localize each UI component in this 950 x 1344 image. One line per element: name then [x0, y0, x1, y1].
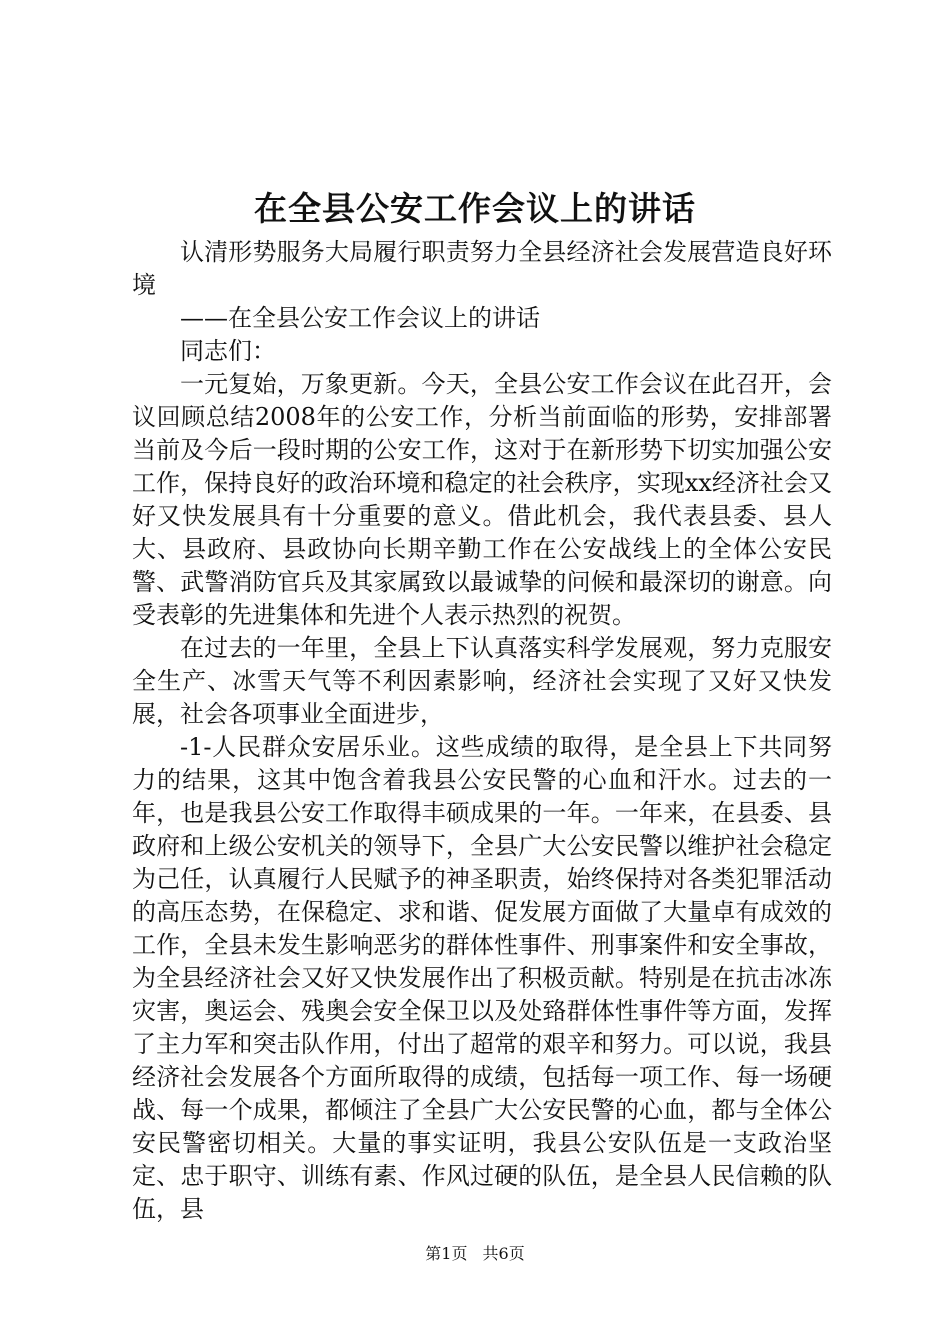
page-footer: [0, 1244, 950, 1264]
subtitle-dash-line: ——在全县公安工作会议上的讲话: [180, 304, 540, 332]
page-total: 共6页: [482, 1244, 525, 1263]
page-number: 第1页: [425, 1244, 468, 1263]
document-body: [132, 236, 832, 1226]
salutation: 同志们：: [180, 337, 276, 365]
subtitle-paragraph: 认清形势服务大局履行职责努力全县经济社会发展营造良好环境: [132, 238, 832, 299]
body-paragraph: -1-人民群众安居乐业。这些成绩的取得，是全县上下共同努力的结果，这其中饱含着我县公安民警的心血和汗水。过去的一年，也是我县公安工作取得丰硕成果的一年。一年来，在县委、县政府和上级公安机关的领导下，全县广大公安民警以维护社会稳定为己任，认真履行人民赋予的神圣职责，始终保持对各类犯罪活动的高压态势，在保稳定、求和谐、促发展方面做了大量卓有成效的工作，全县未发生影响恶劣的群体性事件、刑事案件和安全事故，为全县经济社会又好又快发展作出了积极贡献。特别是在抗击冰冻灾害，奥运会、残奥会安全保卫以及处臵群体性事件等方面，发挥了主力军和突击队作用，付出了超常的艰辛和努力。可以说，我县经济社会发展各个方面所取得的成绩，包括每一项工作、每一场硬战、每一个成果，都倾注了全县广大公安民警的心血，都与全体公安民警密切相关。大量的事实证明，我县公安队伍是一支政治坚定、忠于职守、训练有素、作风过硬的队伍，是全县人民信赖的队伍，县: [132, 733, 832, 1223]
body-paragraph: 一元复始，万象更新。今天，全县公安工作会议在此召开，会议回顾总结2008年的公安工作，分析当前面临的形势，安排部署当前及今后一段时期的公安工作，这对于在新形势下切实加强公安工作，保持良好的政治环境和稳定的社会秩序，实现xx经济社会又好又快发展具有十分重要的意义。借此机会，我代表县委、县人大、县政府、县政协向长期辛勤工作在公安战线上的全体公安民警、武警消防官兵及其家属致以最诚挚的问候和最深切的谢意。向受表彰的先进集体和先进个人表示热烈的祝贺。: [132, 370, 832, 629]
body-paragraph: 在过去的一年里，全县上下认真落实科学发展观，努力克服安全生产、冰雪天气等不利因素影响，经济社会实现了又好又快发展，社会各项事业全面进步，: [132, 634, 832, 728]
page-title: 在全县公安工作会议上的讲话: [254, 189, 696, 228]
